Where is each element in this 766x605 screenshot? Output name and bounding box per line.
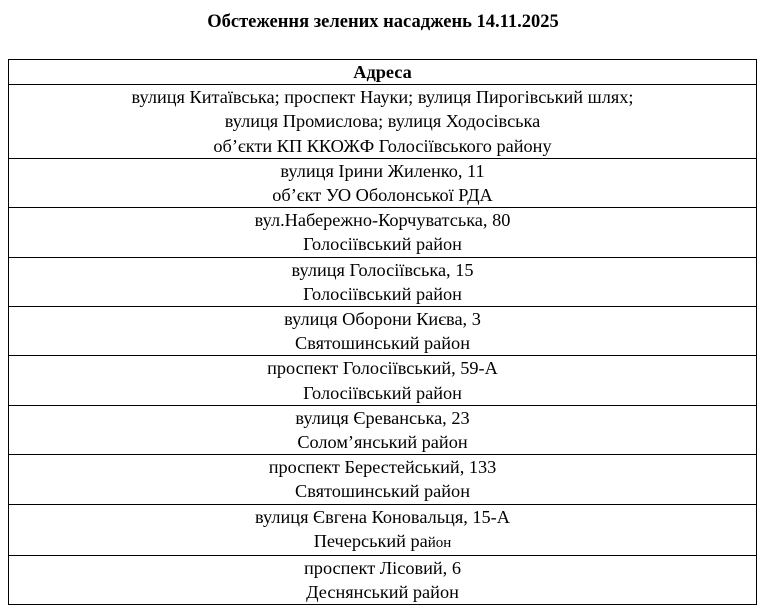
- address-line: [9, 529, 756, 555]
- address-line: вулиця Ірини Жиленко, 11: [280, 160, 485, 181]
- address-cell: [9, 85, 757, 159]
- address-line: вулиця Китаївська; проспект Науки; вулиця Пирогівський шлях;: [131, 87, 634, 108]
- address-line: вулиця Євгена Коновальця, 15-А: [255, 506, 510, 527]
- address-cell: [9, 356, 757, 405]
- address-line: вулиця Єреванська, 23: [295, 407, 470, 428]
- table-row: [9, 455, 757, 504]
- address-line: об’єкти КП ККОЖФ Голосіївського району: [213, 135, 552, 156]
- table-row: [9, 504, 757, 555]
- table-row: [9, 85, 757, 159]
- address-cell: [9, 158, 757, 207]
- address-column-header: Адреса: [9, 60, 757, 85]
- address-line: Солом’янський район: [297, 432, 468, 453]
- table-row: [9, 158, 757, 207]
- address-cell: [9, 307, 757, 356]
- address-cell: [9, 208, 757, 257]
- address-line: Деснянський район: [306, 582, 459, 603]
- address-line: проспект Берестейський, 133: [268, 457, 497, 478]
- address-line: Голосіївський район: [303, 283, 462, 304]
- table-header-row: [9, 60, 757, 85]
- address-line: вулиця Промислова; вулиця Ходосівська: [224, 111, 541, 132]
- address-line-tail: йон: [427, 534, 452, 551]
- address-cell: [9, 257, 757, 306]
- address-line: проспект Лісовий, 6: [304, 558, 461, 579]
- address-line: Святошинський район: [295, 333, 470, 354]
- document-title: Обстеження зелених насаджень 14.11.2025: [207, 12, 559, 32]
- address-line-main: Печерський ра: [313, 530, 428, 551]
- table-row: [9, 208, 757, 257]
- address-cell: [9, 504, 757, 555]
- table-row: [9, 307, 757, 356]
- address-line: Святошинський район: [295, 481, 470, 502]
- address-cell: [9, 556, 757, 605]
- address-line: Голосіївський район: [303, 382, 462, 403]
- address-line: Голосіївський район: [303, 234, 462, 255]
- table-row: [9, 556, 757, 605]
- address-line: вулиця Голосіївська, 15: [291, 259, 474, 280]
- address-cell: [9, 405, 757, 454]
- address-cell: [9, 455, 757, 504]
- table-row: [9, 356, 757, 405]
- address-line: вул.Набережно-Корчуватська, 80: [254, 210, 511, 231]
- address-line: об’єкт УО Оболонської РДА: [272, 185, 493, 206]
- address-line: вулиця Оборони Києва, 3: [284, 309, 481, 330]
- address-line: проспект Голосіївський, 59-А: [267, 358, 498, 379]
- address-table: [8, 59, 757, 605]
- table-row: [9, 405, 757, 454]
- table-row: [9, 257, 757, 306]
